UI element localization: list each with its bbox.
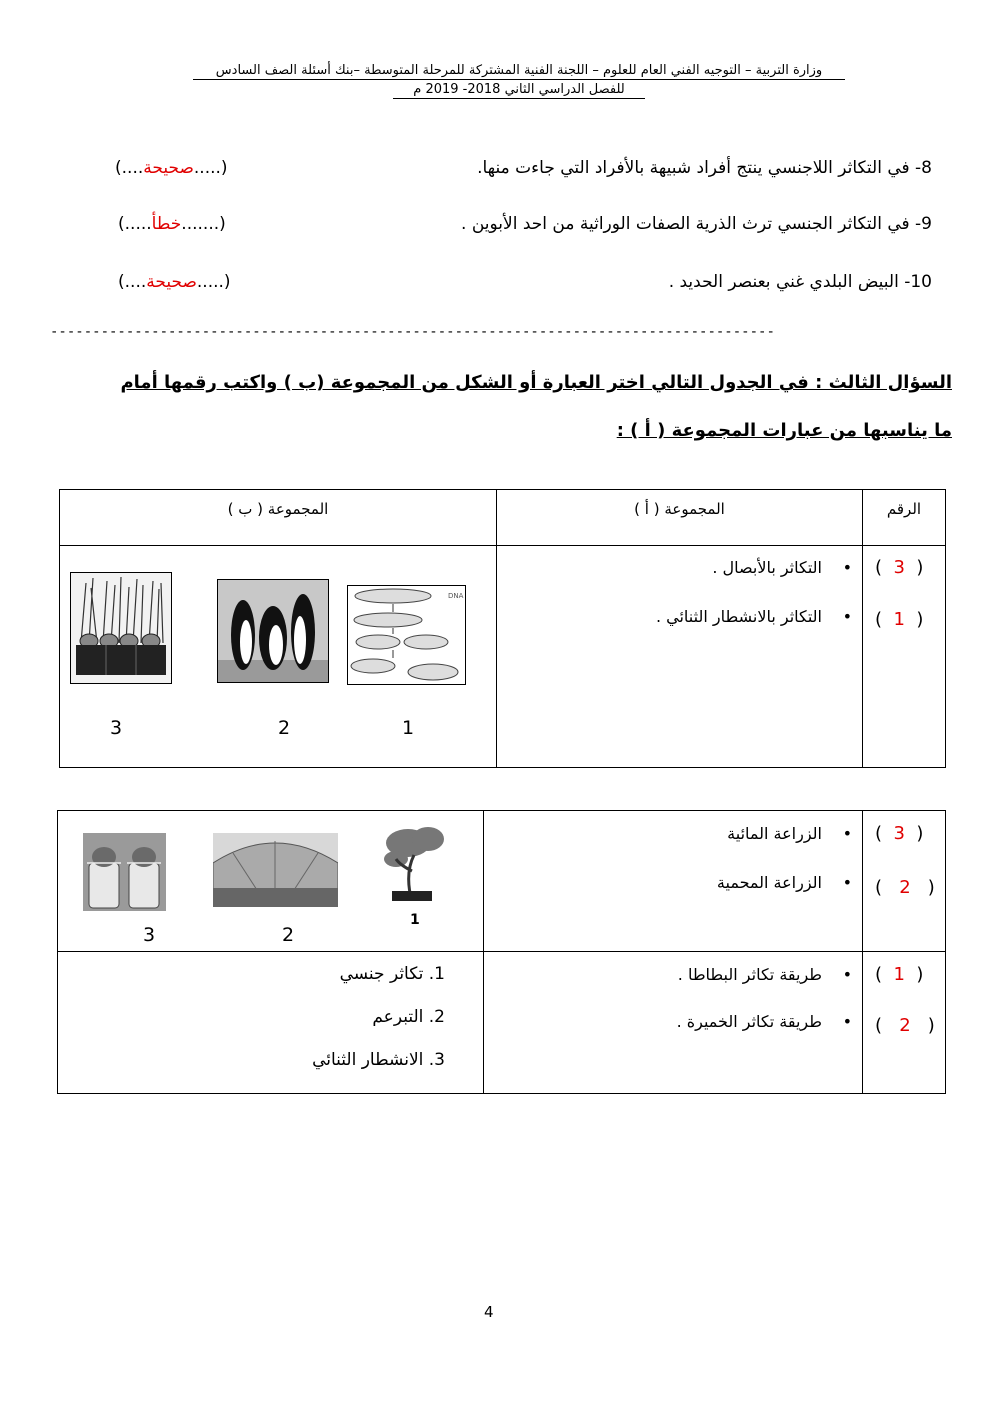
answer-8: (....صحيحة.....) bbox=[115, 158, 228, 178]
header-group-b: المجموعة ( ب ) bbox=[60, 490, 497, 546]
group-a-item-1: التكاثر بالأبصال . • bbox=[712, 558, 822, 577]
farming-item-2: الزراعة المحمية • bbox=[717, 873, 822, 892]
farming-picture-label-3: 3 bbox=[143, 924, 156, 946]
picture-label-3: 3 bbox=[110, 717, 123, 739]
numbers-cell bbox=[863, 546, 946, 768]
greenhouse-icon bbox=[213, 833, 338, 907]
group-a-item-2: التكاثر بالانشطار الثنائي . • bbox=[656, 607, 822, 626]
header-group-a: المجموعة ( أ ) bbox=[497, 490, 863, 546]
dna-caption: DNA bbox=[448, 592, 464, 600]
answer-10: (....صحيحة.....) bbox=[118, 272, 231, 292]
farming-item-1: الزراعة المائية • bbox=[727, 824, 822, 843]
reproduction-options-cell bbox=[58, 952, 484, 1094]
option-1: 1. تكاثر جنسي bbox=[339, 964, 445, 984]
farming-pictures-cell bbox=[58, 811, 484, 952]
answer-row-2[interactable]: ( 1 ) bbox=[875, 609, 924, 630]
answer-8-value: صحيحة bbox=[143, 158, 194, 178]
penguins-icon bbox=[217, 579, 329, 683]
picture-label-2: 2 bbox=[278, 717, 291, 739]
page-number: 4 bbox=[484, 1303, 494, 1321]
farming-picture-label-2: 2 bbox=[282, 924, 295, 946]
matching-table-1 bbox=[59, 489, 946, 768]
reproduction-item-2: طريقة تكاثر الخميرة . • bbox=[677, 1012, 822, 1031]
statement-9: 9- في التكاثر الجنسي ترث الذرية الصفات الوراثية من احد الأبوين . bbox=[461, 214, 932, 234]
option-3: 3. الانشطار الثنائي bbox=[312, 1050, 445, 1070]
picture-label-1: 1 bbox=[402, 717, 415, 739]
answer-10-value: صحيحة bbox=[146, 272, 197, 292]
bonsai-tree-icon bbox=[378, 821, 448, 903]
farming-answer-2[interactable]: ( 2 ) bbox=[875, 877, 935, 898]
farming-answer-1[interactable]: ( 3 ) bbox=[875, 823, 924, 844]
reproduction-item-1: طريقة تكاثر البطاطا . • bbox=[678, 965, 822, 984]
header-line-2: للفصل الدراسي الثاني 2018- 2019 م bbox=[393, 82, 645, 99]
hydroponic-jars-icon bbox=[83, 833, 166, 911]
answer-row-1[interactable]: ( 3 ) bbox=[875, 557, 924, 578]
answer-9-value: خطأ bbox=[151, 214, 182, 234]
group-a-statements-cell bbox=[497, 546, 863, 768]
statement-10: 10- البيض البلدي غني بعنصر الحديد . bbox=[668, 272, 932, 292]
bulbs-tray-icon bbox=[70, 572, 172, 684]
question-3-line-1: السؤال الثالث : في الجدول التالي اختر العبارة أو الشكل من المجموعة (ب ) واكتب رقمها أمام bbox=[120, 372, 952, 393]
header-line-1: وزارة التربية – التوجيه الفني العام للعلوم – اللجنة الفنية المشتركة للمرحلة المتوسطة –بنك أسئلة الصف السادس bbox=[193, 63, 845, 80]
matching-table-2 bbox=[57, 810, 946, 1094]
reproduction-answer-2[interactable]: ( 2 ) bbox=[875, 1015, 935, 1036]
separator-line: -------------------------------------------------------------------------------------- bbox=[50, 324, 775, 340]
farming-statements-cell bbox=[484, 811, 863, 952]
group-b-pictures-cell bbox=[60, 546, 497, 768]
binary-fission-diagram-icon bbox=[347, 585, 466, 685]
reproduction-answer-1[interactable]: ( 1 ) bbox=[875, 964, 924, 985]
reproduction-statements-cell bbox=[484, 952, 863, 1094]
farming-picture-label-1: 1 bbox=[410, 912, 420, 928]
header-number: الرقم bbox=[863, 490, 946, 546]
reproduction-numbers-cell bbox=[863, 952, 946, 1094]
farming-numbers-cell bbox=[863, 811, 946, 952]
statement-8: 8- في التكاثر اللاجنسي ينتج أفراد شبيهة بالأفراد التي جاءت منها. bbox=[477, 158, 932, 178]
answer-9: (.....خطأ.......) bbox=[118, 214, 226, 234]
option-2: 2. التبرعم bbox=[372, 1007, 445, 1027]
question-3-line-2: ما يناسبها من عبارات المجموعة ( أ ) : bbox=[616, 420, 952, 441]
